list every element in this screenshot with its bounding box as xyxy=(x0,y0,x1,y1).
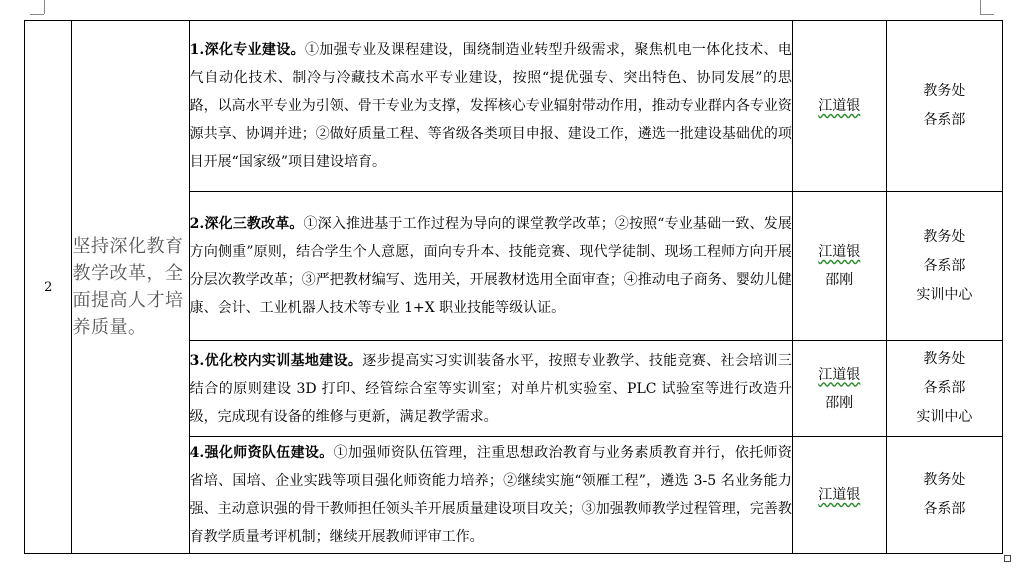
page-corner-mark-top-left xyxy=(44,0,45,14)
task-department-cell xyxy=(886,21,1002,192)
table-row xyxy=(25,21,1003,192)
department-name: 实训中心 xyxy=(916,409,973,425)
department-name: 实训中心 xyxy=(916,286,973,303)
task-leader-cell xyxy=(792,341,886,437)
task-department-cell xyxy=(886,192,1002,341)
table-end-marker[interactable] xyxy=(1004,555,1011,562)
task-content-cell[interactable] xyxy=(189,341,792,437)
page-corner-mark-top-right xyxy=(980,0,981,14)
task-leader-cell xyxy=(792,192,886,341)
task-heading: 2.深化三教改革。 xyxy=(189,216,304,232)
department-name: 教务处 xyxy=(923,351,966,367)
work-plan-table xyxy=(24,20,1003,554)
leader-name: 邵刚 xyxy=(825,394,854,411)
page-corner-mark-top-right-h xyxy=(980,14,994,15)
department-name: 教务处 xyxy=(923,472,966,488)
leader-name: 江道银 xyxy=(818,98,861,114)
task-department-cell xyxy=(886,341,1002,437)
task-heading: 4.强化师资队伍建设。 xyxy=(189,445,334,461)
row-number-cell: 2 xyxy=(25,21,72,554)
task-body: ①加强师资队伍管理，注重思想政治教育与业务素质教育并行，依托师资省培、国培、企业实践等项目强化师资能力培养；②继续实施“领雁工程”，遴选 3-5 名业务能力强、主动意识强的骨干教师担任领头羊开展质量建设项目攻关；③加强教师教学过程管理，完善教育教学质量考评机制；继续开展教师评审工作。 xyxy=(189,445,792,545)
task-content-cell[interactable] xyxy=(189,437,792,554)
task-leader-cell xyxy=(792,21,886,192)
task-body: ①加强专业及课程建设，围绕制造业转型升级需求，聚焦机电一体化技术、电气自动化技术、制冷与冷藏技术高水平专业建设，按照“提优强专、突出特色、协同发展”的思路，以高水平专业为引领、骨干专业为支撑，发挥核心专业辐射带动作用，推动专业群内各专业资源共享、协调并进；②做好质量工程、等省级各类项目申报、建设工作，遴选一批建设基础优的项目开展“国家级”项目建设培育。 xyxy=(189,42,792,170)
leader-name: 江道银 xyxy=(818,244,861,260)
department-name: 教务处 xyxy=(923,83,966,99)
department-name: 各系部 xyxy=(923,257,966,274)
task-body: ①深入推进基于工作过程为导向的课堂教学改革；②按照“专业基础一致、发展方向侧重”原则，结合学生个人意愿，面向专升本、技能竞赛、现代学徒制、现场工程师方向开展分层次教学改革；③严把教材编写、选用关，开展教材选用全面审查；④推动电子商务、婴幼儿健康、会计、工业机器人技术等专业 1+X 职业技能等级认证。 xyxy=(189,216,792,316)
department-name: 各系部 xyxy=(923,112,966,128)
task-leader-cell xyxy=(792,437,886,554)
task-content-cell[interactable] xyxy=(189,21,792,192)
task-body: 逐步提高实习实训装备水平，按照专业教学、技能竞赛、社会培训三结合的原则建设 3D 打印、经管综合室等实训室；对单片机实验室、PLC 试验室等进行改造升级，完成现有设备的维修与更新，满足教学需求。 xyxy=(189,352,792,425)
task-heading: 1.深化专业建设。 xyxy=(189,42,305,58)
goal-cell: 坚持深化教育教学改革，全面提高人才培养质量。 xyxy=(72,21,189,554)
task-department-cell xyxy=(886,437,1002,554)
task-heading: 3.优化校内实训基地建设。 xyxy=(189,352,363,369)
department-name: 各系部 xyxy=(923,380,966,396)
page-corner-mark-top-left-h xyxy=(30,14,44,15)
department-name: 各系部 xyxy=(923,501,966,517)
leader-name: 江道银 xyxy=(818,366,861,383)
task-content-cell[interactable] xyxy=(189,192,792,341)
leader-name: 江道银 xyxy=(818,487,861,503)
leader-name: 邵刚 xyxy=(825,272,854,288)
department-name: 教务处 xyxy=(923,228,966,245)
